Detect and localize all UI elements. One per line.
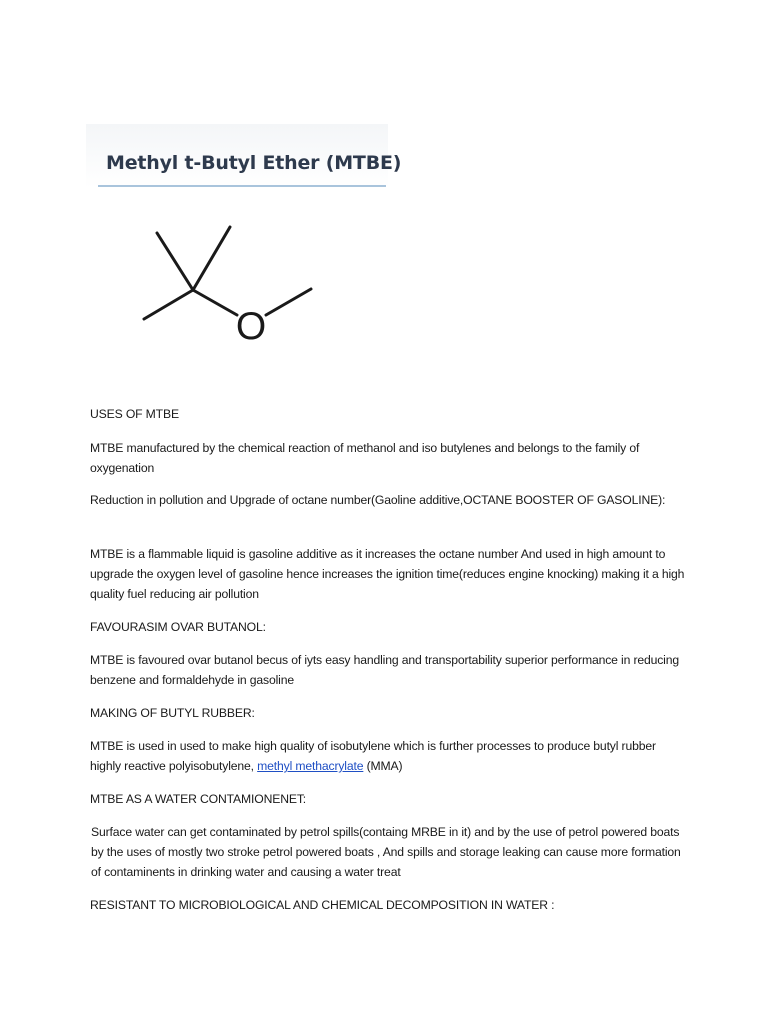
mtbe-figure [86,124,402,356]
bond-to-oxygen [193,290,237,315]
oxygen-atom-label: O [235,305,267,348]
figure-divider [98,185,386,187]
bond-top-right [193,227,230,290]
water-contaminant-paragraph: Surface water can get contaminated by petrol spills(containg MRBE in it) and by the use of petrol powered boats by the uses of mostly two stroke petrol powered boats , And spills and storage leaking can cause more formation of contaminents in drinking water and causing a water treat [91,825,681,879]
water-contaminant-heading: MTBE AS A WATER CONTAMIONENET: [90,792,307,806]
reduction-heading: Reduction in pollution and Upgrade of octane number(Gaoline additive,OCTANE BOOSTER OF GASOLINE): [90,493,666,507]
favoured-paragraph: MTBE is favoured ovar butanol becus of iyts easy handling and transportability superior performance in reducing benzene and formaldehyde in gasoline [90,653,679,687]
bond-top-left [157,233,193,290]
uses-paragraph: MTBE manufactured by the chemical reaction of methanol and iso butylenes and belongs to the family of oxygenation [90,441,640,475]
butyl-text-start: MTBE is used in used to make high quality of isobutylene which is further processes to produce butyl rubber highly reactive polyisobutylene, [90,739,656,773]
favourasim-heading: FAVOURASIM OVAR BUTANOL: [90,620,266,634]
uses-heading: USES OF MTBE [90,407,179,421]
butyl-text-end: (MMA) [363,759,403,773]
bond-oxygen-methyl [266,289,311,315]
butyl-rubber-heading: MAKING OF BUTYL RUBBER: [90,706,255,720]
figure-title: Methyl t-Butyl Ether (MTBE) [106,152,402,174]
mtbe-structure-diagram [138,216,328,356]
butyl-rubber-paragraph [90,736,690,776]
resistant-heading: RESISTANT TO MICROBIOLOGICAL AND CHEMICAL DECOMPOSITION IN WATER : [90,898,555,912]
methyl-methacrylate-link[interactable]: methyl methacrylate [257,759,364,773]
bond-left [144,290,193,319]
flammable-paragraph: MTBE is a flammable liquid is gasoline additive as it increases the octane number And used in high amount to upgrade the oxygen level of gasoline hence increases the ignition time(reduces engine knocking) making it a high quality fuel reducing air pollution [90,547,685,601]
